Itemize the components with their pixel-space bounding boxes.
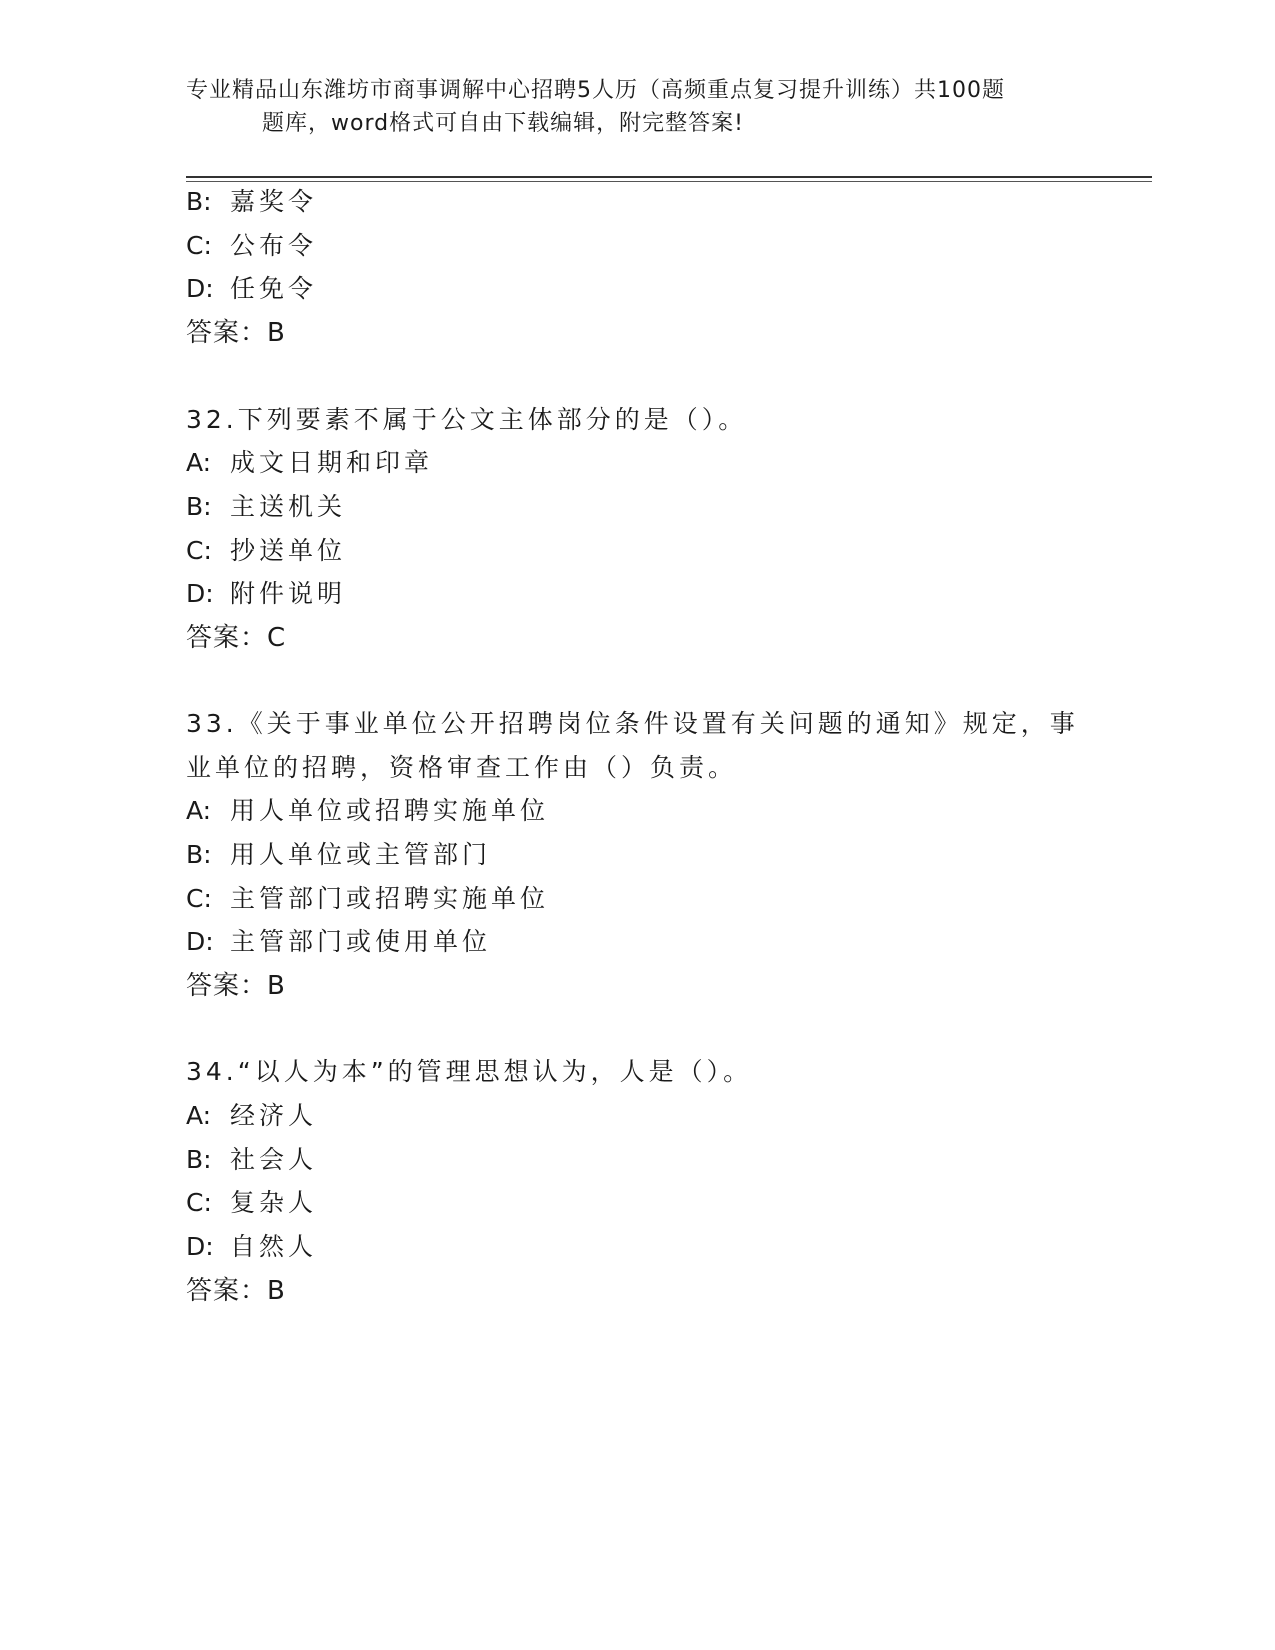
option-text: 任免令	[230, 274, 318, 303]
option-label: B:	[186, 492, 212, 521]
option-text: 附件说明	[230, 579, 347, 608]
option-d	[186, 927, 491, 957]
option-label: C:	[186, 1188, 212, 1217]
option-text: 主管部门或招聘实施单位	[230, 884, 550, 913]
option-d	[186, 579, 346, 609]
option-label: C:	[186, 231, 212, 260]
option-c	[186, 884, 549, 914]
option-text: 成文日期和印章	[230, 448, 434, 477]
page-header	[186, 74, 1086, 140]
option-text: 自然人	[230, 1232, 318, 1261]
header-title-line2: 题库，word格式可自由下载编辑，附完整答案!	[262, 111, 744, 136]
option-label: A:	[186, 448, 212, 477]
option-d	[186, 274, 317, 304]
option-text: 公布令	[230, 231, 318, 260]
option-a	[186, 1101, 317, 1131]
option-text: 社会人	[230, 1145, 318, 1174]
option-c	[186, 1188, 317, 1218]
answer: 答案：B	[186, 318, 286, 348]
option-text: 嘉奖令	[230, 187, 318, 216]
question-34: 34.“以人为本”的管理思想认为，人是（）。	[186, 1057, 753, 1086]
answer: 答案：B	[186, 971, 286, 1001]
option-c	[186, 231, 317, 261]
option-label: D:	[186, 579, 214, 608]
header-divider	[186, 176, 1152, 178]
question-33-line1: 33.《关于事业单位公开招聘岗位条件设置有关问题的通知》规定，事	[186, 709, 1079, 738]
option-label: B:	[186, 187, 212, 216]
answer: 答案：C	[186, 623, 287, 653]
option-text: 用人单位或主管部门	[230, 840, 492, 869]
header-title-line1: 专业精品山东潍坊市商事调解中心招聘5人历（高频重点复习提升训练）共100题	[186, 78, 1005, 103]
option-label: D:	[186, 927, 214, 956]
answer: 答案：B	[186, 1276, 286, 1306]
question-33-line2: 业单位的招聘，资格审查工作由（）负责。	[186, 753, 738, 782]
option-b	[186, 1145, 317, 1175]
option-a	[186, 796, 549, 826]
option-label: C:	[186, 536, 212, 565]
option-d	[186, 1232, 317, 1262]
option-b	[186, 187, 317, 217]
option-label: D:	[186, 274, 214, 303]
option-text: 主管部门或使用单位	[230, 927, 492, 956]
option-label: B:	[186, 840, 212, 869]
option-label: C:	[186, 884, 212, 913]
option-b	[186, 840, 491, 870]
option-c	[186, 536, 346, 566]
option-label: A:	[186, 1101, 212, 1130]
option-text: 主送机关	[230, 492, 347, 521]
option-a	[186, 448, 433, 478]
option-text: 复杂人	[230, 1188, 318, 1217]
option-text: 用人单位或招聘实施单位	[230, 796, 550, 825]
option-label: D:	[186, 1232, 214, 1261]
question-32: 32.下列要素不属于公文主体部分的是（）。	[186, 405, 748, 434]
option-b	[186, 492, 346, 522]
header-divider-thin	[186, 181, 1152, 182]
option-text: 经济人	[230, 1101, 318, 1130]
option-text: 抄送单位	[230, 536, 347, 565]
option-label: A:	[186, 796, 212, 825]
option-label: B:	[186, 1145, 212, 1174]
